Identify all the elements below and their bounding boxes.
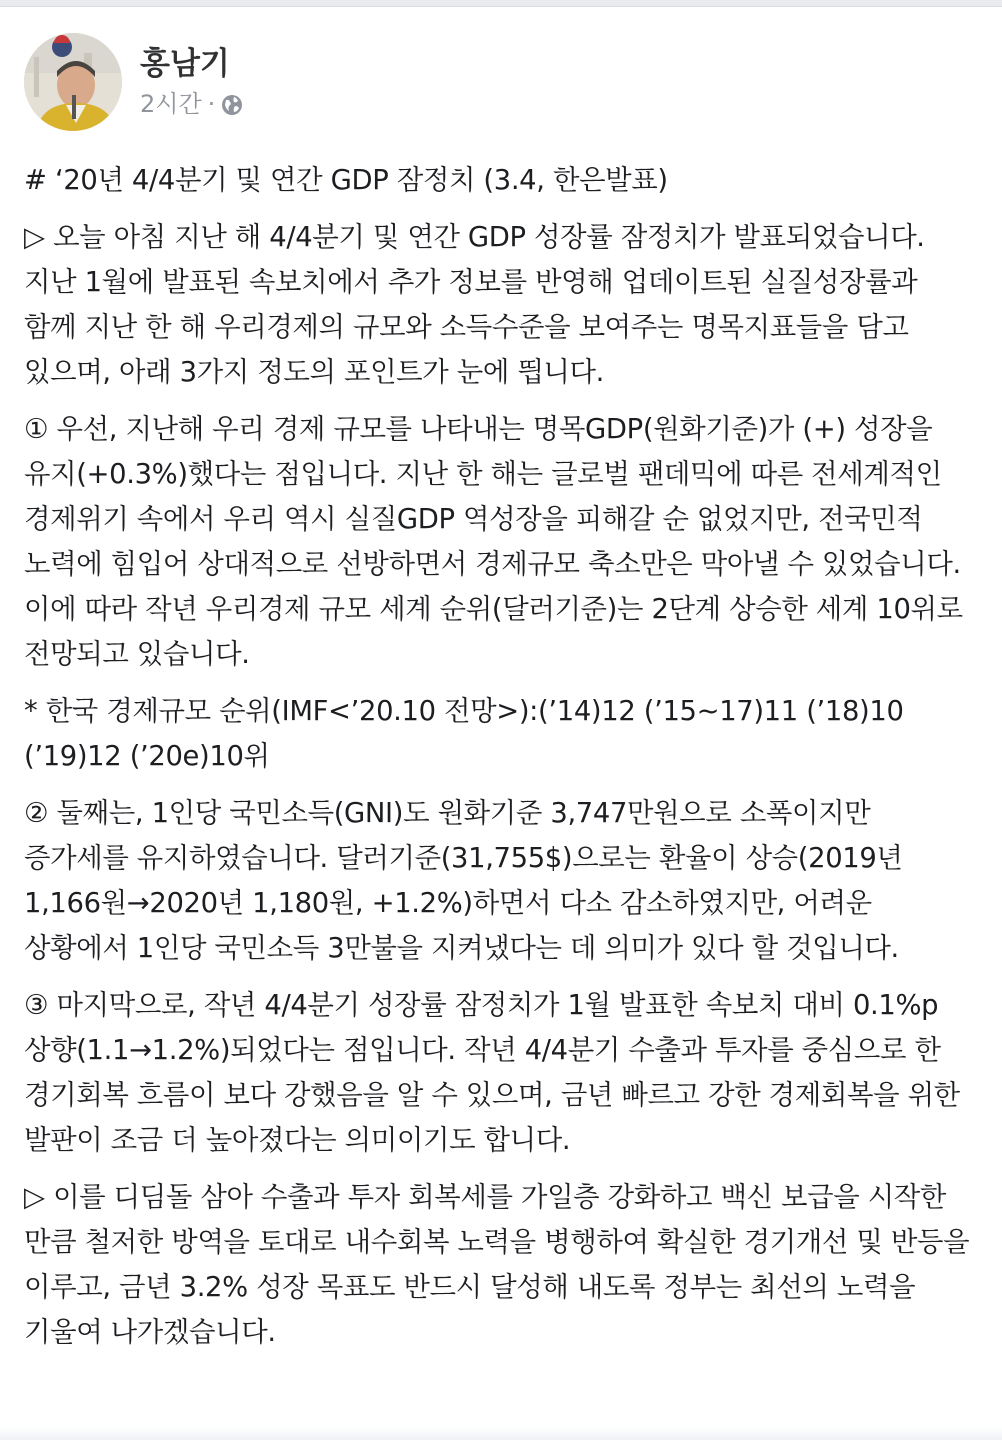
bottom-edge [0,1426,1002,1440]
paragraph-note: * 한국 경제규모 순위(IMF<’20.10 전망>):(’14)12 (’15~17)11 (’18)10 (’19)12 (’20e)10위 [24,696,912,772]
post-meta [140,45,243,119]
paragraph-closing: ▷ 이를 디딤돌 삼아 수출과 투자 회복세를 가일층 강화하고 백신 보급을 시작한 만큼 철저한 방역을 토대로 내수회복 노력을 병행하여 확실한 경기개선 및 반등을 이루고, 금년 3.2% 성장 목표도 반드시 달성해 내도록 정부는 최선의 노력을 기울여 나가겠습니다. [24,1182,978,1348]
meta-separator: · [207,90,216,118]
avatar-photo [24,33,122,131]
author-name[interactable]: 홍남기 [140,46,230,82]
paragraph-point-3: ③ 마지막으로, 작년 4/4분기 성장률 잠정치가 1월 발표한 속보치 대비 0.1%p 상향(1.1→1.2%)되었다는 점입니다. 작년 4/4분기 수출과 투자를 중심으로 한 경기회복 흐름이 보다 강했음을 알 수 있으며, 금년 빠르고 강한 경제회복을 위한 발판이 조금 더 높아졌다는 의미이기도 합니다. [24,990,969,1156]
avatar[interactable] [24,33,122,131]
globe-icon[interactable] [221,93,243,115]
post-body [24,158,976,1367]
post-timestamp[interactable]: 2시간 [140,90,202,118]
paragraph-intro: ▷ 오늘 아침 지난 해 4/4분기 및 연간 GDP 성장률 잠정치가 발표되었습니다. 지난 1월에 발표된 속보치에서 추가 정보를 반영해 업데이트된 실질성장률과 함께 지난 한 해 우리경제의 규모와 소득수준을 보여주는 명목지표들을 담고 있으며, 아래 3가지 정도의 포인트가 눈에 띕니다. [24,222,934,388]
post-subline [140,89,243,119]
top-divider [0,0,1002,7]
paragraph-point-1: ① 우선, 지난해 우리 경제 규모를 나타내는 명목GDP(원화기준)가 (+) 성장을 유지(+0.3%)했다는 점입니다. 지난 한 해는 글로벌 팬데믹에 따른 전세계적인 경제위기 속에서 우리 역시 실질GDP 역성장을 피해갈 순 없었지만, 전국민적 노력에 힘입어 상대적으로 선방하면서 경제규모 축소만은 막아낼 수 있었습니다. 이에 따라 작년 우리경제 규모 세계 순위(달러기준)는 2단계 상승한 세계 10위로 전망되고 있습니다. [24,414,972,670]
post-heading: # ‘20년 4/4분기 및 연간 GDP 잠정치 (3.4, 한은발표) [24,165,668,196]
post-header [24,32,243,132]
paragraph-point-2: ② 둘째는, 1인당 국민소득(GNI)도 원화기준 3,747만원으로 소폭이지만 증가세를 유지하였습니다. 달러기준(31,755$)으로는 환율이 상승(2019년 1,166원→2020년 1,180원, +1.2%)하면서 다소 감소하였지만, 어려운 상황에서 1인당 국민소득 3만불을 지켜냈다는 데 의미가 있다 할 것입니다. [24,798,911,964]
